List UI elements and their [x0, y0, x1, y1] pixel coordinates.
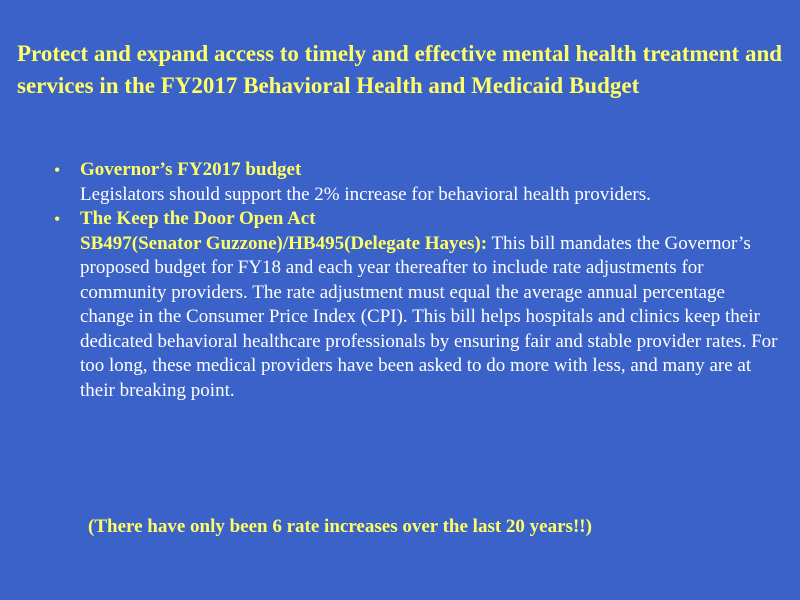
bullet-body-container — [80, 232, 780, 404]
rate-increase-footnote: (There have only been 6 rate increases over the last 20 years!!) — [88, 516, 592, 537]
bullet-keep-door-open-act — [0, 207, 780, 403]
bullet-list — [0, 158, 800, 403]
bullet-body: Legislators should support the 2% increase for behavioral health providers. — [80, 183, 651, 205]
bullet-heading: The Keep the Door Open Act — [80, 208, 316, 229]
bullet-heading: Governor’s FY2017 budget — [80, 159, 302, 180]
slide-title: Protect and expand access to timely and effective mental health treatment and services in the FY2017 Behavioral Health and Medicaid Budget — [17, 41, 783, 98]
bullet-governor-budget — [0, 158, 780, 207]
bullet-dot-icon: • — [54, 160, 61, 180]
bullet-dot-icon: • — [54, 209, 61, 229]
bill-description: This bill mandates the Governor’s proposed budget for FY18 and each year thereafter to include rate adjustments for community providers. The rate adjustment must equal the average annual percentage change in the Consumer Price Index (CPI). This bill helps hospitals and clinics keep their dedicated behavioral healthcare professionals by ensuring fair and stable provider rates. For too long, these medical providers have been asked to do more with less, and many are at their breaking point. — [80, 232, 778, 401]
bill-name: SB497(Senator Guzzone)/HB495(Delegate Hayes): — [80, 232, 488, 254]
